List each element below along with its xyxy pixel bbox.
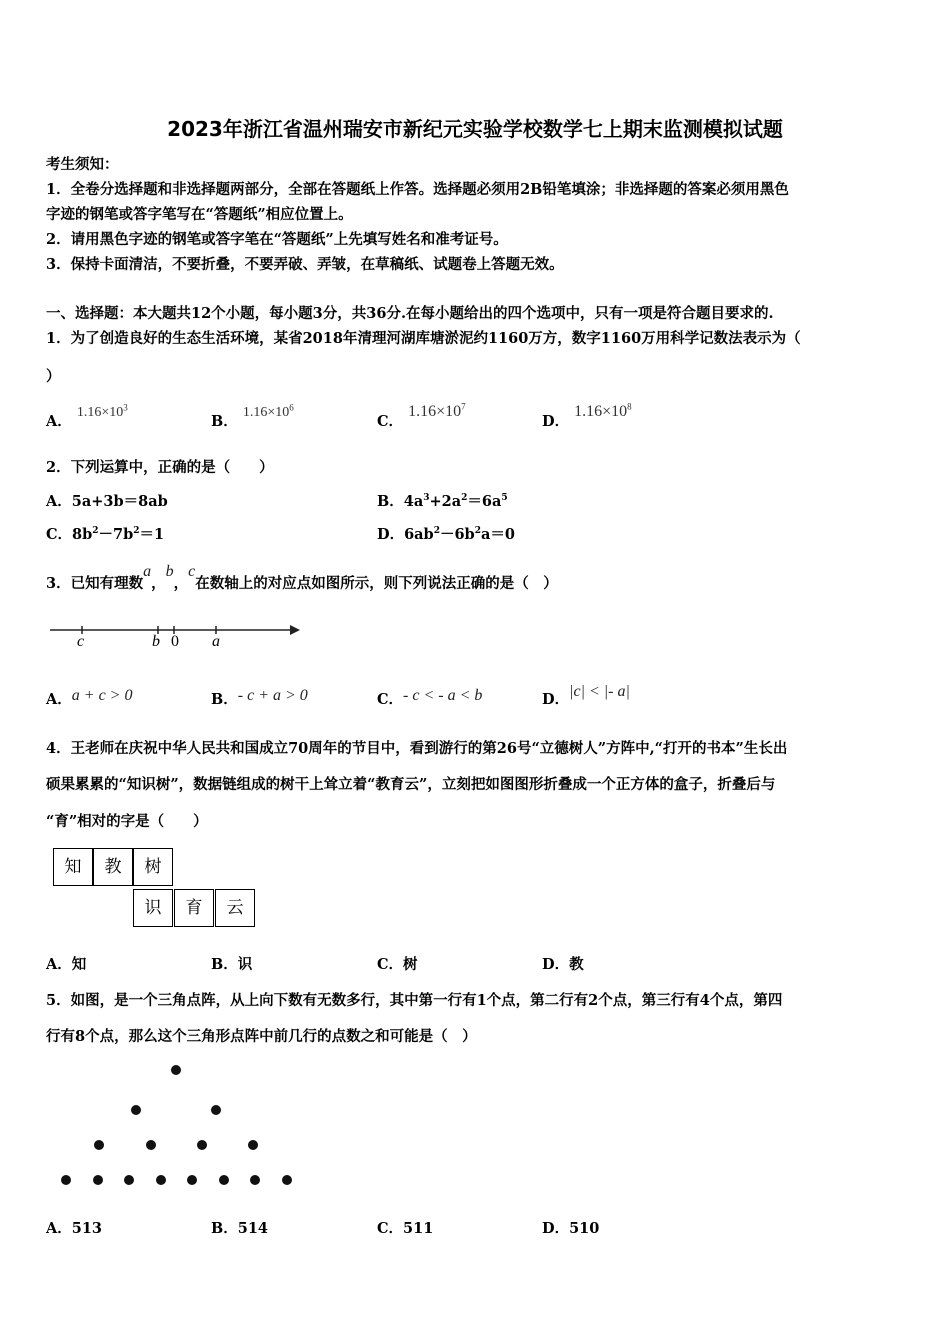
question-4-stem-3: “育”相对的字是（ ）	[46, 813, 208, 830]
q2-option-d: D．$6ab^2-6b^2a=0$	[377, 526, 515, 543]
triangle-dot	[250, 1175, 260, 1185]
notice-item: 3．保持卡面清洁，不要折叠，不要弄破、弄皱，在草稿纸、试题卷上答题无效。	[46, 256, 564, 273]
page-title: 2023年浙江省温州瑞安市新纪元实验学校数学七上期末监测模拟试题	[167, 117, 783, 141]
triangle-dot	[156, 1175, 166, 1185]
question-1-stem-end: ）	[46, 368, 61, 385]
q3-option-b: B．- c + a > 0	[211, 687, 308, 708]
triangle-dot	[93, 1175, 103, 1185]
q5-option-b: B．514	[211, 1220, 269, 1237]
question-2-stem: 2．下列运算中，正确的是（ ）	[46, 459, 274, 476]
triangle-dot	[61, 1175, 71, 1185]
question-4-stem-2: 硕果累累的“知识树”，数据链组成的树干上耸立着“教育云”，立刻把如图图形折叠成一个正方体的盒子，折叠后与	[46, 776, 776, 793]
q3-option-c: C．- c < - a < b	[377, 687, 483, 708]
q4-option-d: D．教	[542, 956, 584, 973]
triangle-dot	[282, 1175, 292, 1185]
q2-option-c: C．$8b^2-7b^2=1$	[46, 526, 165, 543]
triangle-dot	[131, 1105, 141, 1115]
q5-option-d: D．510	[542, 1220, 600, 1237]
q3-option-a: A．a + c > 0	[46, 687, 133, 708]
q5-option-c: C．511	[377, 1220, 434, 1237]
triangle-dot	[248, 1140, 258, 1150]
q1-option-b: B． $1.16\times 10^6$	[211, 402, 294, 430]
q2-option-a: A．5a+3b＝8ab	[46, 493, 168, 510]
triangle-dot	[211, 1105, 221, 1115]
q4-option-b: B．识	[211, 956, 253, 973]
net-cell-jiao: 教	[93, 848, 133, 886]
notice-heading: 考生须知：	[46, 156, 119, 173]
number-line-arrow	[290, 625, 300, 635]
triangle-dot	[197, 1140, 207, 1150]
q1-option-d: D． $1.16\times 10^8$	[542, 401, 632, 430]
question-4-stem: 4．王老师在庆祝中华人民共和国成立70周年的节目中，看到游行的第26号“立德树人”方阵中,“打开的书本”生长出	[46, 740, 788, 757]
q4-option-c: C．树	[377, 956, 418, 973]
q4-option-a: A．知	[46, 956, 87, 973]
notice-item: 2．请用黑色字迹的钢笔或答字笔在“答题纸”上先填写姓名和准考证号。	[46, 231, 508, 248]
triangle-dot	[124, 1175, 134, 1185]
axis-label-c: c	[77, 633, 85, 650]
section-heading: 一、选择题：本大题共12个小题，每小题3分，共36分.在每小题给出的四个选项中，只有一项是符合题目要求的.	[46, 305, 774, 322]
question-5-stem-2: 行有8个点，那么这个三角形点阵中前几行的点数之和可能是（ ）	[46, 1028, 477, 1045]
q5-option-a: A．513	[46, 1220, 103, 1237]
net-cell-shi: 识	[133, 889, 173, 927]
axis-label-zero: 0	[171, 633, 179, 650]
net-cell-yun: 云	[215, 889, 255, 927]
notice-item: 字迹的钢笔或答字笔写在“答题纸”相应位置上。	[46, 206, 353, 223]
triangle-dot	[171, 1065, 181, 1075]
axis-label-a: a	[212, 633, 220, 650]
q2-option-b: B．$4a^3+2a^2=6a^5$	[377, 493, 508, 510]
number-line-figure	[46, 612, 306, 662]
triangle-dot	[146, 1140, 156, 1150]
q1-option-c: C． $1.16\times 10^7$	[377, 401, 466, 430]
q1-option-a: A． $1.16\times 10^3$	[46, 402, 128, 430]
axis-label-b: b	[152, 633, 160, 650]
triangle-dot	[187, 1175, 197, 1185]
question-3-stem: 3．已知有理数a，b，c在数轴上的对应点如图所示，则下列说法正确的是（ ）	[46, 563, 558, 592]
q3-option-d: D．|c| < |- a|	[542, 683, 630, 708]
net-cell-shu: 树	[133, 848, 173, 886]
net-cell-zhi: 知	[53, 848, 93, 886]
question-1-stem: 1．为了创造良好的生态生活环境，某省2018年清理河湖库塘淤泥约1160万方，数字1160万用科学记数法表示为（	[46, 330, 801, 347]
notice-item: 1．全卷分选择题和非选择题两部分，全部在答题纸上作答。选择题必须用2B铅笔填涂；非选择题的答案必须用黑色	[46, 181, 789, 198]
triangle-dot	[219, 1175, 229, 1185]
net-cell-yu: 育	[174, 889, 214, 927]
triangle-dot	[94, 1140, 104, 1150]
question-5-stem: 5．如图，是一个三角点阵，从上向下数有无数多行，其中第一行有1个点，第二行有2个点，第三行有4个点，第四	[46, 992, 783, 1009]
